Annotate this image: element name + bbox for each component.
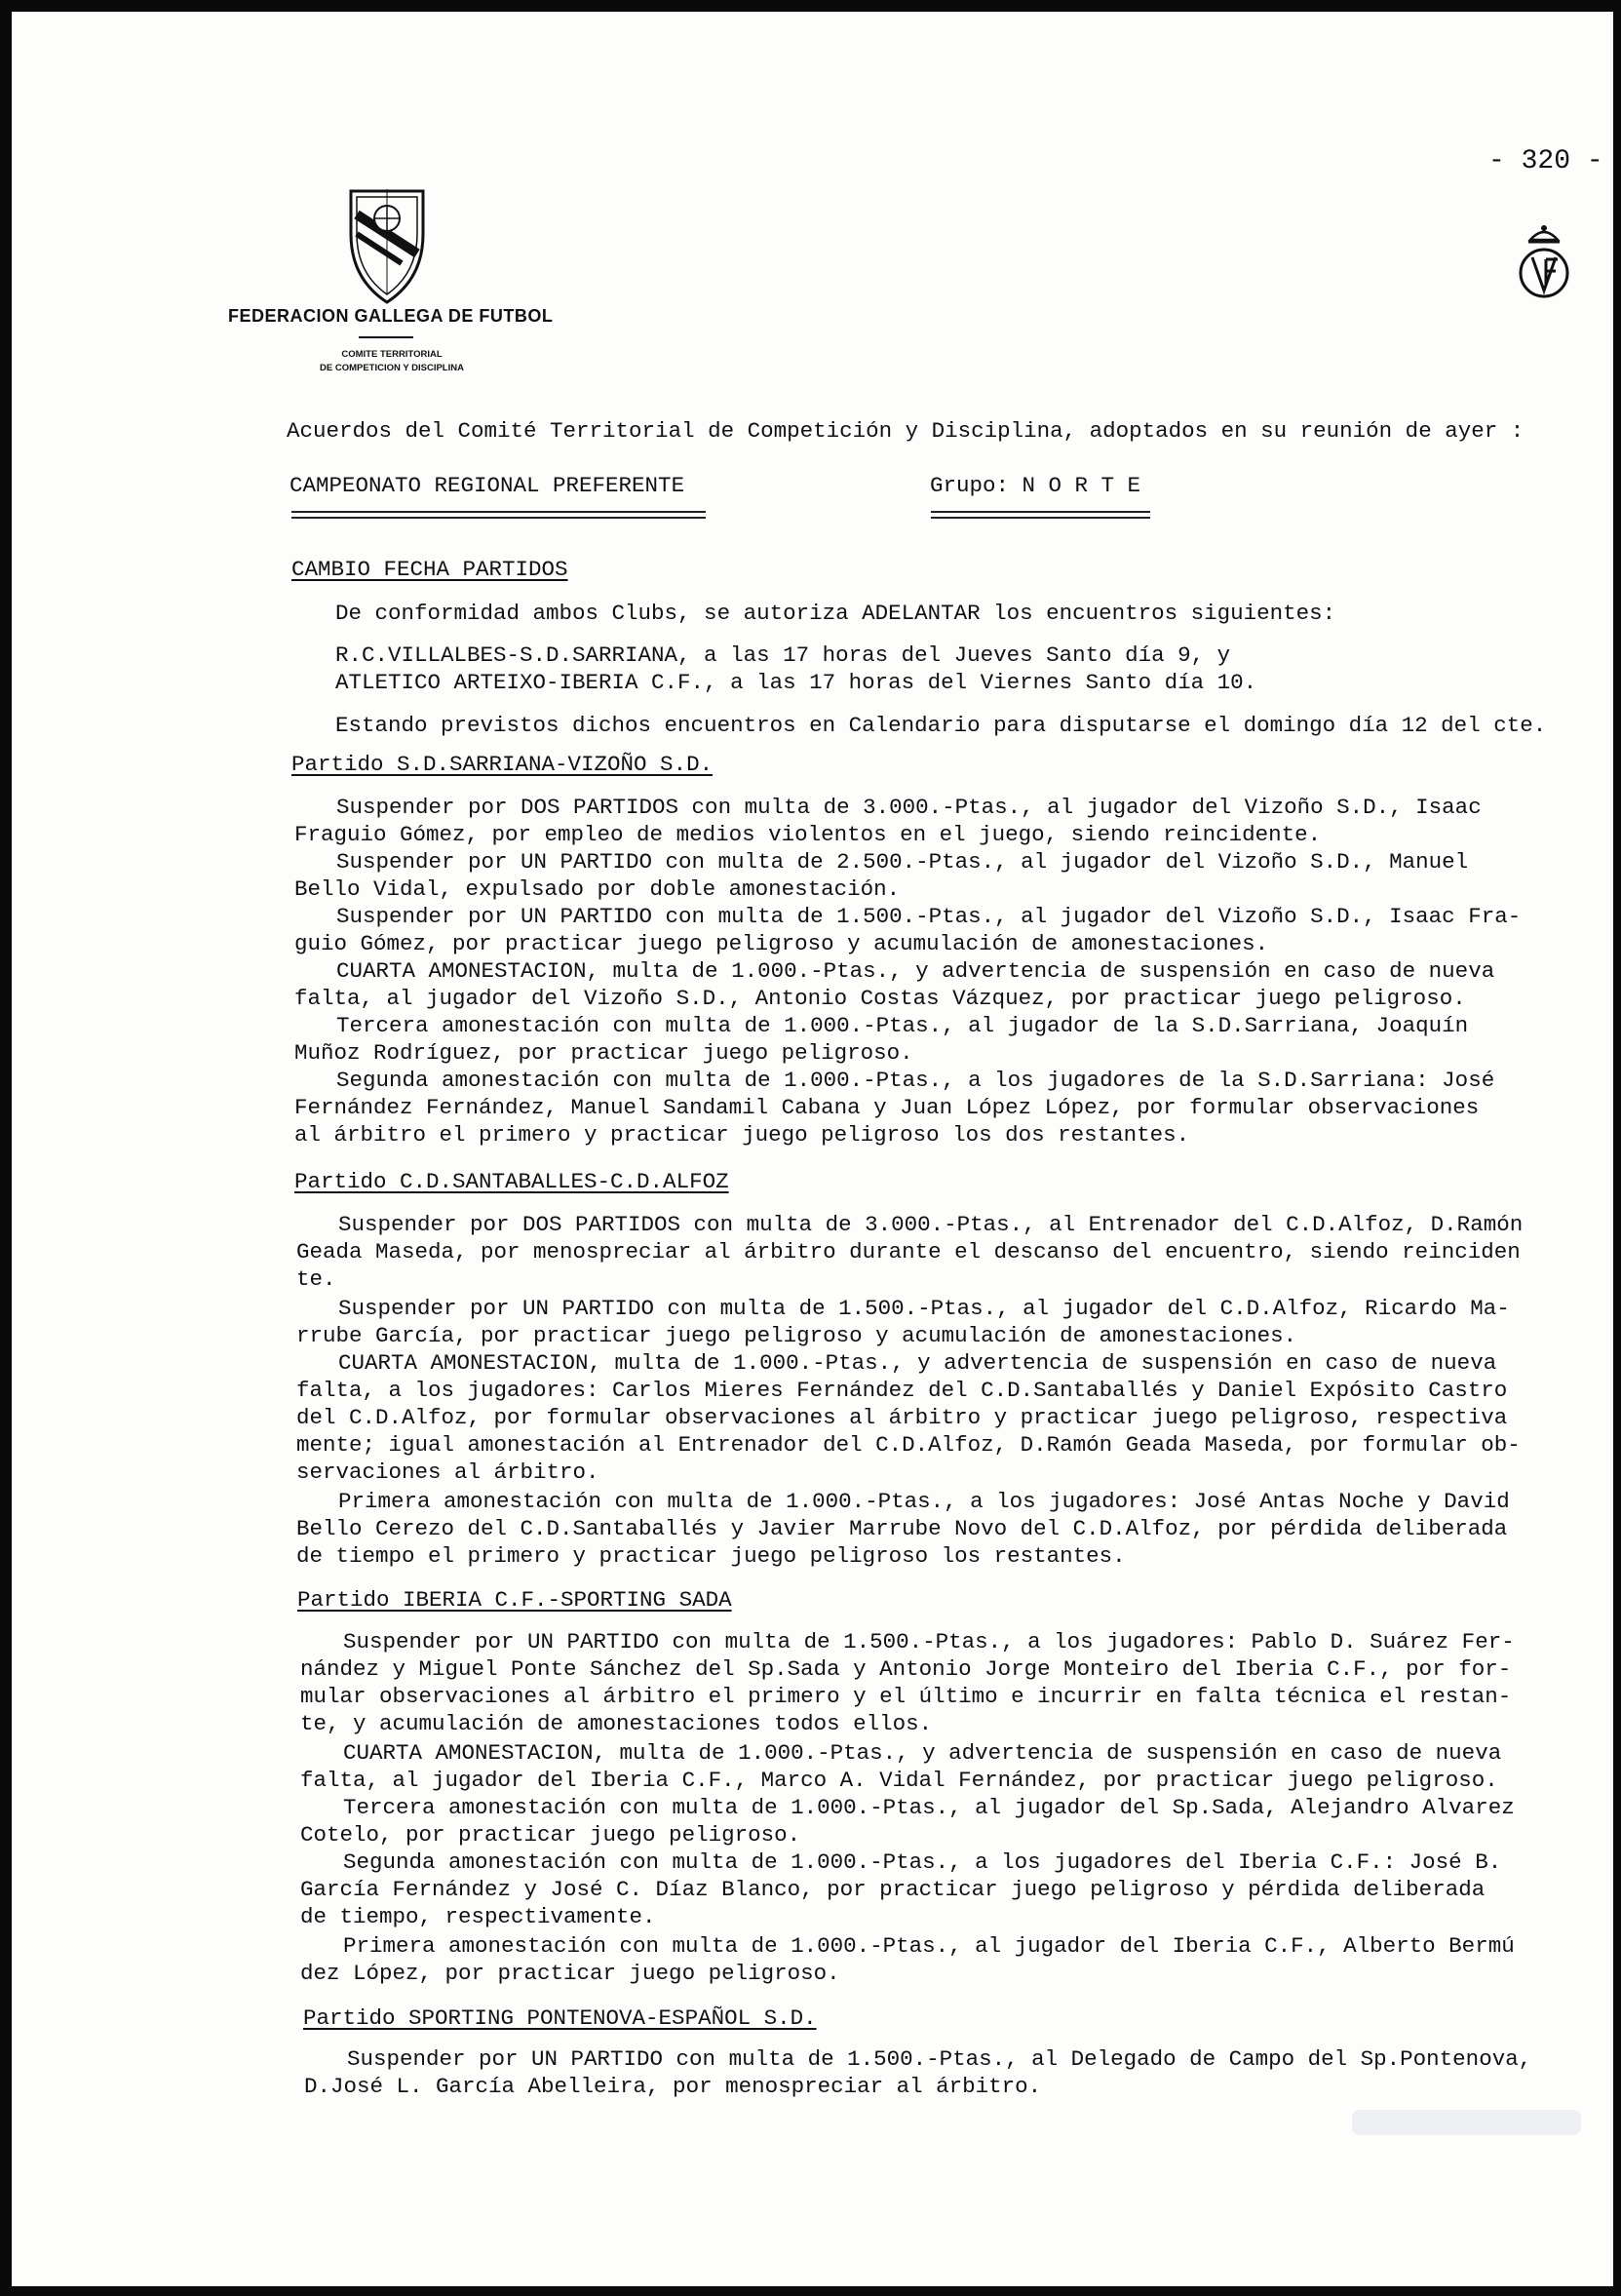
text-line: Suspender por DOS PARTIDOS con multa de 3.000.-Ptas., al Entrenador del C.D.Alfoz, D.Ramón [338,1212,1524,1237]
section-heading: Partido IBERIA C.F.-SPORTING SADA [297,1587,732,1613]
text-line: dez López, por practicar juego peligroso. [300,1961,840,1986]
text-line: Segunda amonestación con multa de 1.000.-Ptas., a los jugadores de la S.D.Sarriana: José [336,1068,1495,1093]
text-line: falta, al jugador del Iberia C.F., Marco A. Vidal Fernández, por practicar juego peligroso. [300,1768,1498,1793]
text-line: Suspender por UN PARTIDO con multa de 1.500.-Ptas., al Delegado de Campo del Sp.Pontenova, [347,2046,1532,2072]
text-line: De conformidad ambos Clubs, se autoriza ADELANTAR los encuentros siguientes: [335,601,1336,626]
text-line: nández y Miguel Ponte Sánchez del Sp.Sada y Antonio Jorge Monteiro del Iberia C.F., por for- [300,1656,1512,1682]
text-line: García Fernández y José C. Díaz Blanco, por practicar juego peligroso y pérdida deliberada [300,1877,1486,1902]
committee-name [255,348,528,375]
text-line: Tercera amonestación con multa de 1.000.-Ptas., al jugador de la S.D.Sarriana, Joaquín [336,1013,1469,1038]
text-line: Geada Maseda, por menospreciar al árbitro durante el descanso del encuentro, siendo reinciden [296,1239,1521,1265]
text-line: Bello Cerezo del C.D.Santaballés y Javier Marrube Novo del C.D.Alfoz, por pérdida deliberada [296,1516,1508,1541]
text-line: Primera amonestación con multa de 1.000.-Ptas., a los jugadores: José Antas Noche y David [338,1489,1510,1514]
text-line: Fraguio Gómez, por empleo de medios violentos en el juego, siendo reincidente. [294,822,1322,847]
text-line: Primera amonestación con multa de 1.000.-Ptas., al jugador del Iberia C.F., Alberto Bermú [343,1933,1515,1959]
text-line: Suspender por UN PARTIDO con multa de 2.500.-Ptas., al jugador del Vizoño S.D., Manuel [336,849,1469,875]
text-line: Suspender por UN PARTIDO con multa de 1.500.-Ptas., al jugador del Vizoño S.D., Isaac Fra- [336,904,1522,929]
text-line: guio Gómez, por practicar juego peligroso y acumulación de amonestaciones. [294,931,1269,956]
text-line: Segunda amonestación con multa de 1.000.-Ptas., a los jugadores del Iberia C.F.: José B. [343,1849,1502,1875]
text-line: Suspender por UN PARTIDO con multa de 1.500.-Ptas., al jugador del C.D.Alfoz, Ricardo Ma- [338,1296,1510,1321]
section-heading: CAMBIO FECHA PARTIDOS [291,557,568,582]
committee-line-1: COMITE TERRITORIAL [341,349,443,360]
double-rule [931,517,1150,519]
document-page [12,12,1613,2286]
section-heading: Partido C.D.SANTABALLES-C.D.ALFOZ [294,1169,729,1194]
text-line: Estando previstos dichos encuentros en Calendario para disputarse el domingo día 12 del cte. [335,713,1547,738]
committee-line-2: DE COMPETICION Y DISCIPLINA [320,363,464,373]
text-line: Tercera amonestación con multa de 1.000.-Ptas., al jugador del Sp.Sada, Alejandro Alvarez [343,1795,1515,1820]
text-line: R.C.VILLALBES-S.D.SARRIANA, a las 17 horas del Jueves Santo día 9, y [335,642,1231,668]
group-label: Grupo: N O R T E [930,473,1141,498]
text-line: falta, al jugador del Vizoño S.D., Antonio Costas Vázquez, por practicar juego peligroso. [294,986,1466,1011]
text-line: CUARTA AMONESTACION, multa de 1.000.-Ptas., y advertencia de suspensión en caso de nueva [343,1740,1502,1766]
text-line: Muñoz Rodríguez, por practicar juego peligroso. [294,1040,913,1066]
text-line: te, y acumulación de amonestaciones todos ellos. [300,1711,933,1736]
text-line: rrube García, por practicar juego peligroso y acumulación de amonestaciones. [296,1323,1297,1348]
section-heading: Partido S.D.SARRIANA-VIZOÑO S.D. [291,752,714,777]
text-line: falta, a los jugadores: Carlos Mieres Fernández del C.D.Santaballés y Daniel Expósito Castro [296,1378,1508,1403]
double-rule [291,511,706,513]
championship-title: CAMPEONATO REGIONAL PREFERENTE [289,473,685,498]
text-line: CUARTA AMONESTACION, multa de 1.000.-Ptas., y advertencia de suspensión en caso de nueva [336,958,1495,984]
double-rule [931,511,1150,513]
text-line: ATLETICO ARTEIXO-IBERIA C.F., a las 17 horas del Viernes Santo día 10. [335,670,1257,695]
text-line: del C.D.Alfoz, por formular observaciones al árbitro y practicar juego peligroso, respectiva [296,1405,1508,1430]
faded-stamp [1352,2110,1581,2135]
intro-text: Acuerdos del Comité Territorial de Competición y Disciplina, adoptados en su reunión de ayer : [287,418,1525,444]
text-line: de tiempo el primero y practicar juego peligroso los restantes. [296,1543,1126,1569]
double-rule [291,517,706,519]
text-line: al árbitro el primero y practicar juego peligroso los dos restantes. [294,1122,1190,1148]
text-line: de tiempo, respectivamente. [300,1904,656,1929]
text-line: mente; igual amonestación al Entrenador del C.D.Alfoz, D.Ramón Geada Maseda, por formular ob- [296,1432,1521,1458]
federation-name: FEDERACION GALLEGA DE FUTBOL [228,306,554,326]
page-number: - 320 - [1488,146,1603,176]
text-line: CUARTA AMONESTACION, multa de 1.000.-Ptas., y advertencia de suspensión en caso de nueva [338,1350,1497,1376]
text-line: te. [296,1266,336,1292]
federation-crest-icon [343,185,431,306]
text-line: Suspender por UN PARTIDO con multa de 1.500.-Ptas., a los jugadores: Pablo D. Suárez Fer- [343,1629,1515,1654]
rfef-crest-icon [1513,218,1575,306]
text-line: servaciones al árbitro. [296,1459,599,1485]
text-line: D.José L. García Abelleira, por menospreciar al árbitro. [304,2074,1042,2099]
text-line: Bello Vidal, expulsado por doble amonestación. [294,876,901,902]
divider [359,336,413,338]
section-heading: Partido SPORTING PONTENOVA-ESPAÑOL S.D. [303,2005,817,2031]
text-line: Cotelo, por practicar juego peligroso. [300,1822,801,1848]
text-line: mular observaciones al árbitro el primero y el último e incurrir en falta técnica el restan- [300,1684,1512,1709]
text-line: Suspender por DOS PARTIDOS con multa de 3.000.-Ptas., al jugador del Vizoño S.D., Isaac [336,795,1482,820]
text-line: Fernández Fernández, Manuel Sandamil Cabana y Juan López López, por formular observaciones [294,1095,1480,1120]
